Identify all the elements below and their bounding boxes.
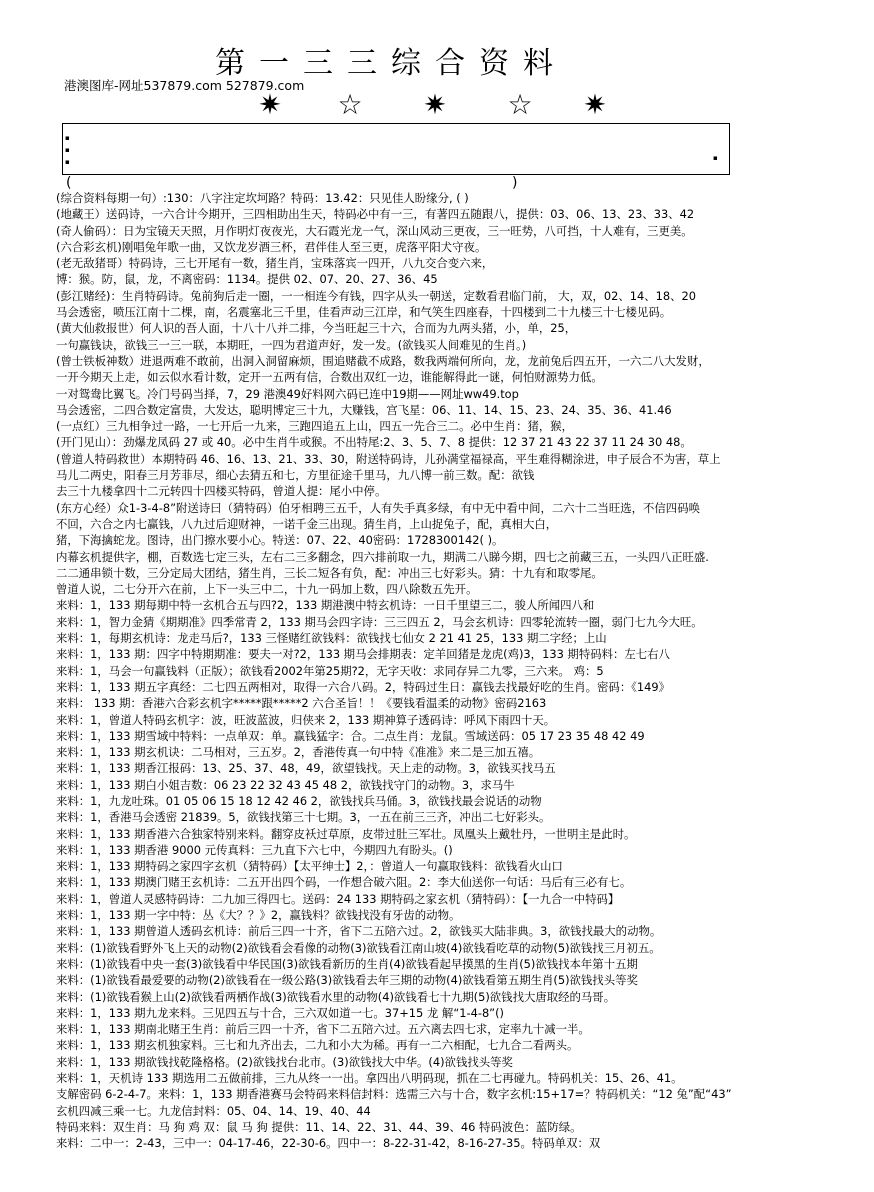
asterisk-icon: ✷ [423, 88, 447, 121]
empty-text-box [62, 123, 730, 175]
box-mark: ▪ [713, 154, 718, 162]
star-decoration-row [250, 88, 610, 122]
text-line: 来料：二中一：2-43，三中一：04-17-46，22-30-6。四中一：8-22-31-42，8-16-27-35。特码单双：双 [56, 1136, 601, 1151]
open-parenthesis: ( [66, 175, 72, 191]
text-line: (老无敌猪哥）特码诗，三七开尾有一数，猪生肖，宝珠落宾一四开，八九交合变六来， [56, 256, 494, 271]
text-line: 来料：(1)欲钱看野外飞上天的动物(2)欲钱看会看像的动物(3)欲钱看江南山坡(4)欲钱看吃草的动物(5)欲钱找三月初五。 [56, 940, 661, 955]
text-line: 来料：1，133 期每期中特一玄机合五与四?2，133 期港澳中特玄机诗：一日千里望三二，骏人所闻四八和 [56, 598, 595, 613]
text-line: 来料：1，133 期：四字中特期期准：要夫一对?2，133 期马会排期表：定羊回猪是龙虎(鸡)3，133 期特码料：左七右八 [56, 647, 670, 662]
text-line: (黄大仙救报世）何人识的吾人面，十八十八并二排，今当旺起三十六，合而为九两头猪，小，单，25， [56, 321, 577, 336]
text-line: 特码来料：双生肖：马 狗 鸡 双：鼠 马 狗 提供：11、14、22、31、44、39、46 特码波色：蓝防绿。 [56, 1119, 582, 1134]
text-line: 一句赢钱诀，欲钱三一三一联，本期旺，一四为君道声好，发一发。(欲钱买人间难见的生肖。) [56, 337, 527, 352]
text-line: 内幕玄机提供字，棚，百数选七定三头，左右二三多翻念，四六排前取一九，期满二八睇今期，四七之前藏三五，一头四八正旺盛. [56, 549, 709, 564]
asterisk-icon: ✷ [258, 88, 282, 121]
text-line: 来料：1，香港马会透密 21839。5，欲钱找第三十七期。3，一五在前三三齐，冲出二七好彩头。 [56, 810, 551, 825]
text-line: 来料：1，133 期一字中特：丛《大？？》2，赢钱料？欲钱找没有牙齿的动物。 [56, 908, 461, 923]
star-icon: ☆ [337, 88, 363, 121]
close-parenthesis: ) [512, 175, 518, 191]
text-line: 一开今期天上走，如云似水看计数，定开一五两有信，合数出双红一边，谁能解得此一谜，何怕财源势力低。 [56, 370, 603, 385]
text-line: 支解密码 6-2-4-7。来料：1，133 期香港赛马会特码来料信封料：选需三六与十合，数字玄机:15+17=？特码机关：“12 兔”配“43” [56, 1087, 732, 1102]
box-mark: ▪ [65, 146, 70, 154]
text-line: 来料：1，天机诗 133 期选用二五做前排，三九从终一一出。拿四出八明码现，抓在二七再碰九。特码机关：15、26、41。 [56, 1071, 683, 1086]
body-text [56, 190, 866, 1152]
text-line: (奇人偷码）：日为宝镜天天照，月作明灯夜夜光，大石霞光龙一气，深山风动三更夜，三一旺势，八可挡，十人难有，三更美。 [56, 223, 693, 238]
text-line: 猪，下海擒蛇龙。图诗，出门擦水要小心。特送：07、22、40密码：1728300142( )。 [56, 533, 504, 548]
text-line: 来料：1，马会一句赢钱料（正版）；欲钱看2002年第25期?2，无字天收：求同存异二九零，三六来。 鸡：5 [56, 663, 604, 678]
text-line: (一点红）三九相争过一路，一七开后一九来，三跑四追五上山，四五一先合三二。必中生肖：猪，猴， [56, 419, 574, 434]
star-icon: ☆ [507, 88, 533, 121]
text-line: 二二通串锁十数，三分定局大团结，猪生肖，三长二短各有负，配：冲出三七好彩头。猜：十九有和取零尾。 [56, 565, 603, 580]
text-line: 马儿二两史，阳春三月芳菲尽，细心去猜五和七，方里征途千里马，九八博一前三数。配：欲钱 [56, 468, 535, 483]
text-line: 来料：1，每期玄机诗：龙走马后?，133 三怪赌红欲钱料：欲钱找七仙女 2 21 41 25，133 期二字经；上山 [56, 631, 607, 646]
text-line: 曾道人说，二七分开六在前，上下一头三中二，十九一码加上数，四八除数五先开。 [56, 582, 478, 597]
box-mark: ▪ [65, 158, 70, 166]
text-line: (曾道人特码救世）本期特码 46、16、13、21、33、30，附送特码诗，儿孙满堂福禄高，平生难得糊涂进，申子辰合不为害，草上 [56, 451, 721, 466]
text-line: 来料：1，智力金猜《期期准》四季常青 2，133 期马会四字诗：三三四五 2，马会玄机诗：四零轮流转一圈，弱门七九今大旺。 [56, 614, 703, 629]
text-line: 来料：(1)欲钱看最爱要的动物(2)欲钱看在一级公路(3)欲钱看去年三期的动物(4)欲钱看第五期生肖(5)欲钱找头等奖 [56, 973, 638, 988]
text-line: 一对鸳鸯比翼飞。冷门号码当择，7，29 港澳49好料网六码已连中19期——网址ww49.top [56, 386, 519, 401]
text-line: 来料：1，133 期白小姐吉数：06 23 22 32 43 45 48 2，欲钱找守门的动物。3，求马牛 [56, 777, 515, 792]
text-line: 来料：1，133 期南北赌王生肖：前后三四一十齐，省下二五陪六过。五六离去四七求，定率九十减一半。 [56, 1022, 590, 1037]
text-line: 来料：1，133 期特码之家四字玄机（猜特码）【太平绅士】2，：曾道人一句赢取钱料：欲钱看火山口 [56, 859, 563, 874]
text-line: (地藏王）送码诗，一六合计今期开，三四相助出生天，特码必中有一三，有著四五随跟八，提供：03、06、13、23、33、42 [56, 207, 695, 222]
text-line: (开门见山）：劲爆龙凤码 27 或 40。必中生肖牛或猴。不出特尾:2、3、5、7、8 提供：12 37 21 43 22 37 11 24 30 48。 [56, 435, 692, 450]
asterisk-icon: ✷ [583, 88, 607, 121]
text-line: (东方心经）众1-3-4-8”附送诗曰（猜特码）伯牙相聘三五千，人有失手真多绿，有中无中看中间，二六十二当旺选，不信四码唤 [56, 500, 700, 515]
text-line: 来料：1，133 期雪域中特料：一点单双：单。赢钱猛字：合。二点生肖：龙鼠。雪域送码：05 17 23 35 48 42 49 [56, 728, 645, 743]
text-line: 来料：1，曾道人灵感特码诗：二九加三得四七。送码：24 133 期特码之家玄机（猜特码）：【一九合一中特码】 [56, 891, 620, 906]
text-line: 来料：(1)欲钱看猴上山(2)欲钱看两栖作战(3)欲钱看水里的动物(4)欲钱看七十九期(5)欲钱找大唐取经的马哥。 [56, 989, 616, 1004]
text-line: (综合资料每期一句）:130：八字注定坎坷路？特码：13.42：只见佳人盼缘分, ( ) [56, 191, 469, 205]
text-line: 来料：1，九龙吐珠。01 05 06 15 18 12 42 46 2，欲钱找兵马俑。3，欲钱找最会说话的动物 [56, 793, 542, 808]
text-line: 马会透密，喷压江南十二棵，南，名震塞北三千里，佳看声动三江岸，和气笑生四座春，十四楼到二十九楼三十七楼见码。 [56, 305, 672, 320]
page-title: 第一三三综合资料 [215, 46, 567, 81]
text-line: 来料：1，133 期玄机诀：二马相对，三五岁。2，香港传真一句中特《准准》来二是三加五禧。 [56, 745, 541, 760]
text-line: (曾士铁板神数）进退两难不敢前，出洞入洞留麻烦，围追赌截不成路，数我两端何所向，龙，龙前兔后四五开，一六二八大发财， [56, 353, 710, 368]
text-line: 来料：1，133 期香港六合独家特别来料。翻穿皮袄过草原，皮带过肚三军壮。凤凰头上戴牡丹，一世明主是此时。 [56, 826, 636, 841]
watermark-text: 港澳图库-网址537879.com 527879.com [64, 78, 305, 93]
text-line: 玄机四减三乘一七。九龙信封料：05、04、14、19、40、44 [56, 1103, 371, 1118]
text-line: 来料：1，133 期五字真经：二七四五两相对，取得一六合八码。2，特码过生日：赢钱去找最好吃的生肖。密码：《149》 [56, 679, 671, 694]
text-line: 来料：1，133 期玄机独家料。三七和九齐出去，二九和小大为稀。再有一二六相配，七九合二看两头。 [56, 1038, 579, 1053]
text-line: 来料：1，133 期香江报码：13、25、37、48，49，欲望钱找。天上走的动物。3，欲钱买找马五 [56, 761, 556, 776]
text-line: 马会透密，二四合数定富贵，大发达，聪明博定三十九，大赚钱，宫飞星：06、11、14、15、23、24、35、36、41.46 [56, 402, 672, 417]
text-line: 来料：1，133 期欲钱找乾隆格格。(2)欲钱找台北市。(3)欲钱找大中华。(4)欲钱找头等奖 [56, 1054, 513, 1069]
text-line: (彭江赌经)：生肖特码诗。兔前狗后走一圈，一一相连今有钱，四字从头一朝送，定数看君临门前， 大，双，02、14、18、20 [56, 288, 697, 303]
text-line: 来料：1，133 期曾道人透码玄机诗：前后三四一十齐，省下二五陪六过。2，欲钱买大陆非典。3，欲钱找最大的动物。 [56, 924, 662, 939]
text-line: (六合彩玄机)刚唱兔年歌一曲，又饮龙岁酒三杯，君伴佳人至三更，虎落平阳犬守夜。 [56, 239, 487, 254]
text-line: 来料：(1)欲钱看中央一套(3)欲钱看中华民国(3)欲钱看新历的生肖(4)欲钱看起早摸黑的生肖(5)欲钱找本年第十五期 [56, 956, 638, 971]
text-line: 来料：1，133 期澳门赌王玄机诗：二五开出四个码，一作想合破六阻。2：李大仙送你一句话：马后有三必有七。 [56, 875, 632, 890]
text-line: 博：猴。防，鼠，龙，不离密码：1134。提供 02、07、20、27、36、45 [56, 272, 438, 287]
box-mark: ▪ [65, 134, 70, 142]
text-line: 来料：1，曾道人特码玄机字：波，旺波蓝波，归侠来 2，133 期神算子透码诗：呼风下雨四十天。 [56, 712, 556, 727]
text-line: 来料：1，133 期香港 9000 元传真料：三九直下六七中，今期四九有盼头。() [56, 842, 453, 857]
text-line: 去三十九楼拿四十二元转四十四楼买特码，曾道人提：尾小中停。 [56, 484, 387, 499]
text-line: 来料：1，133 期九龙来料。三见四五与十合，三六双如道一七。37+15 龙 解“1-4-8”() [56, 1005, 504, 1020]
text-line: 不回，六合之内七赢钱，八九过后迎财神，一诺千金三出现。猜生肖，上山捉兔子，配，真相大白， [56, 516, 558, 531]
text-line: 来料： 133 期：香港六合彩玄机字*****跟*****2 六合圣旨！！《要钱看温柔的动物》密码2163 [56, 696, 547, 711]
